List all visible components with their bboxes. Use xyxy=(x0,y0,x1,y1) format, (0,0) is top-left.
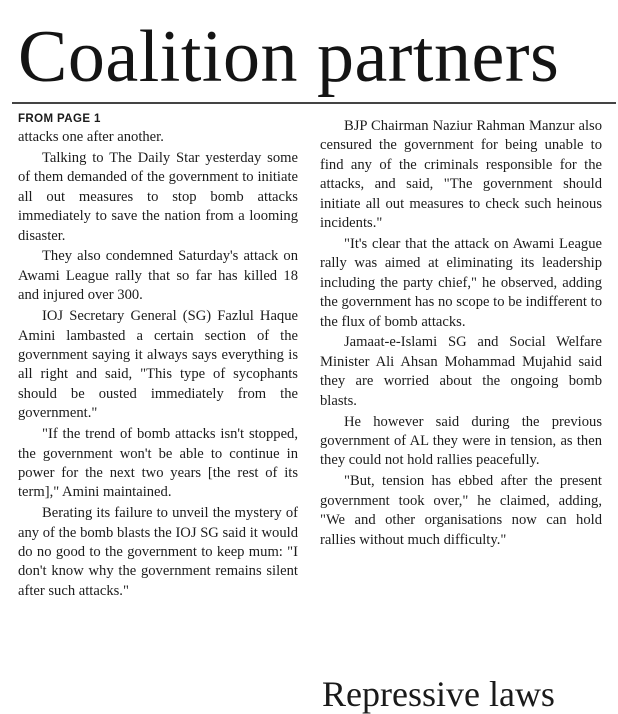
paragraph: "But, tension has ebbed after the present government took over," he claimed, adding, "We and other organisations now can hold rallies without much difficulty." xyxy=(320,473,602,548)
left-column xyxy=(18,112,298,603)
paragraph: Berating its failure to unveil the mystery of any of the bomb blasts the IOJ SG said it would do no good to the government to keep mum: "I don't know why the government remains silent after such attacks." xyxy=(18,505,298,599)
paragraph: Jamaat-e-Islami SG and Social Welfare Minister Ali Ahsan Mohammad Mujahid said they are worried about the ongoing bomb blasts. xyxy=(320,334,602,409)
headline-rule xyxy=(12,102,616,104)
right-column xyxy=(320,117,602,551)
paragraph: IOJ Secretary General (SG) Fazlul Haque Amini lambasted a certain section of the government saying it always says everything is all right and said, "This type of sycophants should be ousted immediately from the government." xyxy=(18,308,298,422)
paragraph: They also condemned Saturday's attack on Awami League rally that so far has killed 18 and injured over 300. xyxy=(18,248,298,304)
paragraph: attacks one after another. xyxy=(18,129,164,145)
paragraph: "If the trend of bomb attacks isn't stopped, the government won't be able to continue in power for the next two years [the rest of its term]," Amini maintained. xyxy=(18,426,298,501)
paragraph: Talking to The Daily Star yesterday some of them demanded of the government to initiate all out measures to stop bomb attacks immediately to save the nation from a looming disaster. xyxy=(18,149,298,244)
next-article-headline: Repressive laws xyxy=(322,674,555,714)
headline: Coalition partners xyxy=(18,16,560,98)
paragraph: He however said during the previous government of AL they were in tension, as then they could not hold rallies peacefully. xyxy=(320,413,602,469)
kicker: FROM PAGE 1 xyxy=(18,113,101,125)
paragraph: "It's clear that the attack on Awami League rally was aimed at eliminating its leadership including the party chief," he observed, adding the government has no scope to be indifferent to the flux of bomb attacks. xyxy=(320,235,602,330)
paragraph: BJP Chairman Naziur Rahman Manzur also censured the government for being unable to find any of the criminals responsible for the attacks, and said, "The government should initiate all out measures to check such heinous incidents." xyxy=(320,118,602,232)
